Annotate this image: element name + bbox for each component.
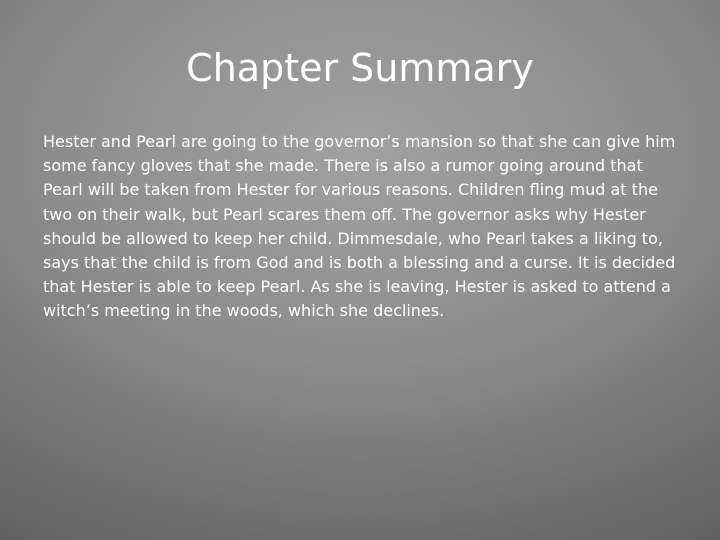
summary-line: says that the child is from God and is both a blessing and a curse. It is decided	[43, 253, 676, 273]
summary-paragraph	[43, 130, 695, 324]
summary-line: Pearl will be taken from Hester for various reasons. Children fling mud at the	[43, 180, 658, 200]
slide-title: Chapter Summary	[186, 46, 534, 90]
summary-line: witch’s meeting in the woods, which she declines.	[43, 301, 445, 321]
summary-line: Hester and Pearl are going to the governor’s mansion so that she can give him	[43, 132, 676, 151]
summary-line: some fancy gloves that she made. There is also a rumor going around that	[43, 156, 643, 176]
summary-line: two on their walk, but Pearl scares them off. The governor asks why Hester	[43, 204, 646, 224]
summary-line: should be allowed to keep her child. Dimmesdale, who Pearl takes a liking to,	[43, 228, 663, 248]
summary-line: that Hester is able to keep Pearl. As she is leaving, Hester is asked to attend a	[43, 277, 671, 297]
